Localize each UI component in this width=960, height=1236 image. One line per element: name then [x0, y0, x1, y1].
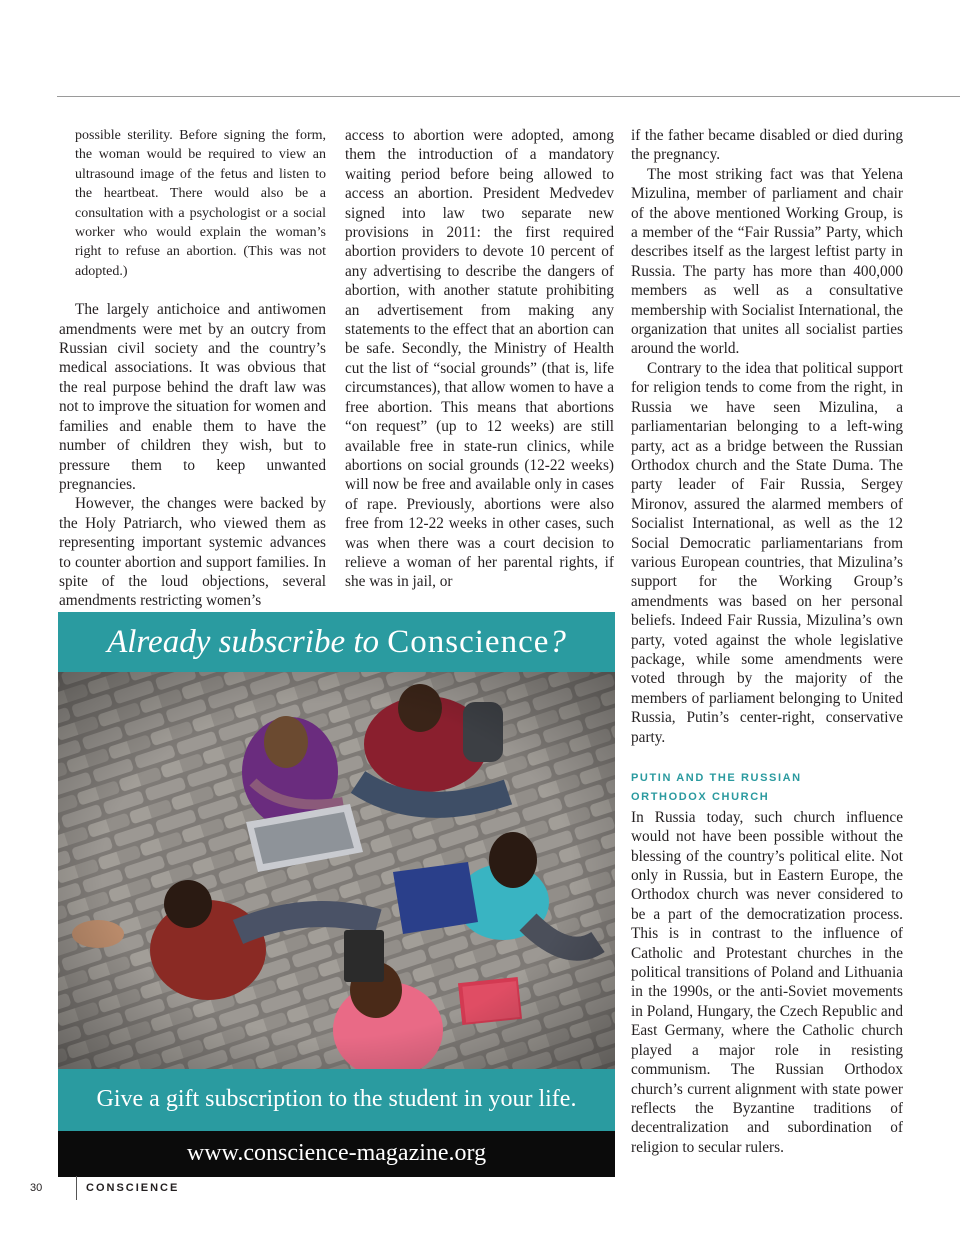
- ad-headline-prefix: Already subscribe to: [107, 624, 388, 660]
- subhead-line: PUTIN AND THE RUSSIAN: [631, 772, 802, 784]
- body-paragraph: In Russia today, such church influence would not have been possible without the blessing of the country’s political elite. Not only in Russia, but in Eastern Europe, the Orthodox church was never considered to be a part of the democratization process. This is in contrast to the influence of Catholic and Protestant churches in the political transitions of Poland and Lithuania in the 1990s, or the anti-Soviet movements in Poland, Hungary, the Czech Republic and East Germany, where the Catholic church played a major role in resisting communism. The Russian Orthodox church’s current alignment with state power reflects the Byzantine traditions of decentralization and subordination of religion to secular rulers.: [631, 808, 903, 1156]
- body-paragraph: However, the changes were backed by the Holy Patriarch, who viewed them as representing important systemic advances to counter abortion and support families. In spite of the loud objections, several amendments restricting women’s: [59, 495, 326, 610]
- body-paragraph: access to abortion were adopted, among them the introduction of a mandatory waiting period before being allowed to access an abortion. President Medvedev signed into law two separate new provisions in 2011: the first required abortion providers to devote 10 percent of any advertising to describe the dangers of abortion, with another statute prohibiting an advertisement from making any statements to the effect that an abortion can be safe. Secondly, the Ministry of Health cut the list of “social grounds” (that is, life circumstances), that allow women to have a free abortion. This means that abortions “on request” (up to 12 weeks) are still available free in state-run clinics, while abortions on social grounds (12-22 weeks) will now be free and available only in cases of rape. Previously, abortions were also free from 12-22 weeks in other cases, such was when there was a court decision to relieve a woman of her parental rights, if she was in jail, or: [345, 127, 614, 591]
- ad-headline: [58, 624, 615, 661]
- ad-headline-suffix: ?: [549, 624, 566, 660]
- ad-headline-bar: [58, 612, 615, 672]
- body-paragraph: Contrary to the idea that political support for religion tends to come from the right, in Russia we have seen Mizulina, a parliamentarian belonging to a left-wing party, act as a bridge between the Russian Orthodox church and the State Duma. The party leader of Fair Russia, Sergey Mironov, assured the alarmed members of Socialist International, as well as the 12 Social Democratic parliamentarians from various European countries, that Mizulina’s support for the Working Group’s amendments was based on her personal beliefs. Indeed Fair Russia, Mizulina’s own party, voted against the whole legislative package, while some amendments were voted through by the majority of the members of parliament belonging to United Russia, Putin’s center-right, conservative party.: [631, 359, 903, 746]
- column-3: [631, 126, 903, 1157]
- indented-list-continuation: [59, 126, 326, 281]
- body-paragraph: The largely antichoice and antiwomen amendments were met by an outcry from Russian civil society and the country’s medical associations. It was obvious that the real purpose behind the draft law was not to improve the situation for women and families and enable them to have the number of children they wish, but to pressure them to keep unwanted pregnancies.: [59, 301, 326, 493]
- column-1: [59, 126, 326, 611]
- section-subhead: [631, 769, 903, 808]
- students-photo: [58, 672, 615, 1069]
- top-rule: [57, 96, 960, 97]
- footer-magazine-name: CONSCIENCE: [86, 1182, 180, 1194]
- ad-url-link[interactable]: www.conscience-magazine.org: [186, 1140, 487, 1166]
- subscription-ad[interactable]: [58, 612, 615, 1177]
- ad-url-bar[interactable]: [58, 1131, 615, 1177]
- footer-divider: [76, 1176, 77, 1200]
- column-2: [345, 126, 614, 592]
- ad-tagline-bar: [58, 1069, 615, 1131]
- page-number: 30: [30, 1182, 43, 1194]
- subhead-line: ORTHODOX CHURCH: [631, 791, 770, 804]
- ad-tagline: Give a gift subscription to the student in your life.: [96, 1086, 577, 1112]
- body-paragraph: The most striking fact was that Yelena Mizulina, member of parliament and chair of the above mentioned Working Group, is a member of the “Fair Russia” Party, which describes itself as the largest leftist party in Russia. The party has more than 400,000 members as well as a consultative membership with Socialist International, the organization that unites all socialist parties around the world.: [631, 165, 903, 358]
- list-text: possible sterility. Before signing the form, the woman would be required to view an ultrasound image of the fetus and listen to the heartbeat. There would also be a consultation with a psychologist or a social worker who would explain the woman’s right to refuse an abortion. (This was not adopted.): [75, 128, 326, 279]
- ad-headline-magazine: Conscience: [387, 624, 550, 660]
- body-paragraph: if the father became disabled or died during the pregnancy.: [631, 127, 903, 164]
